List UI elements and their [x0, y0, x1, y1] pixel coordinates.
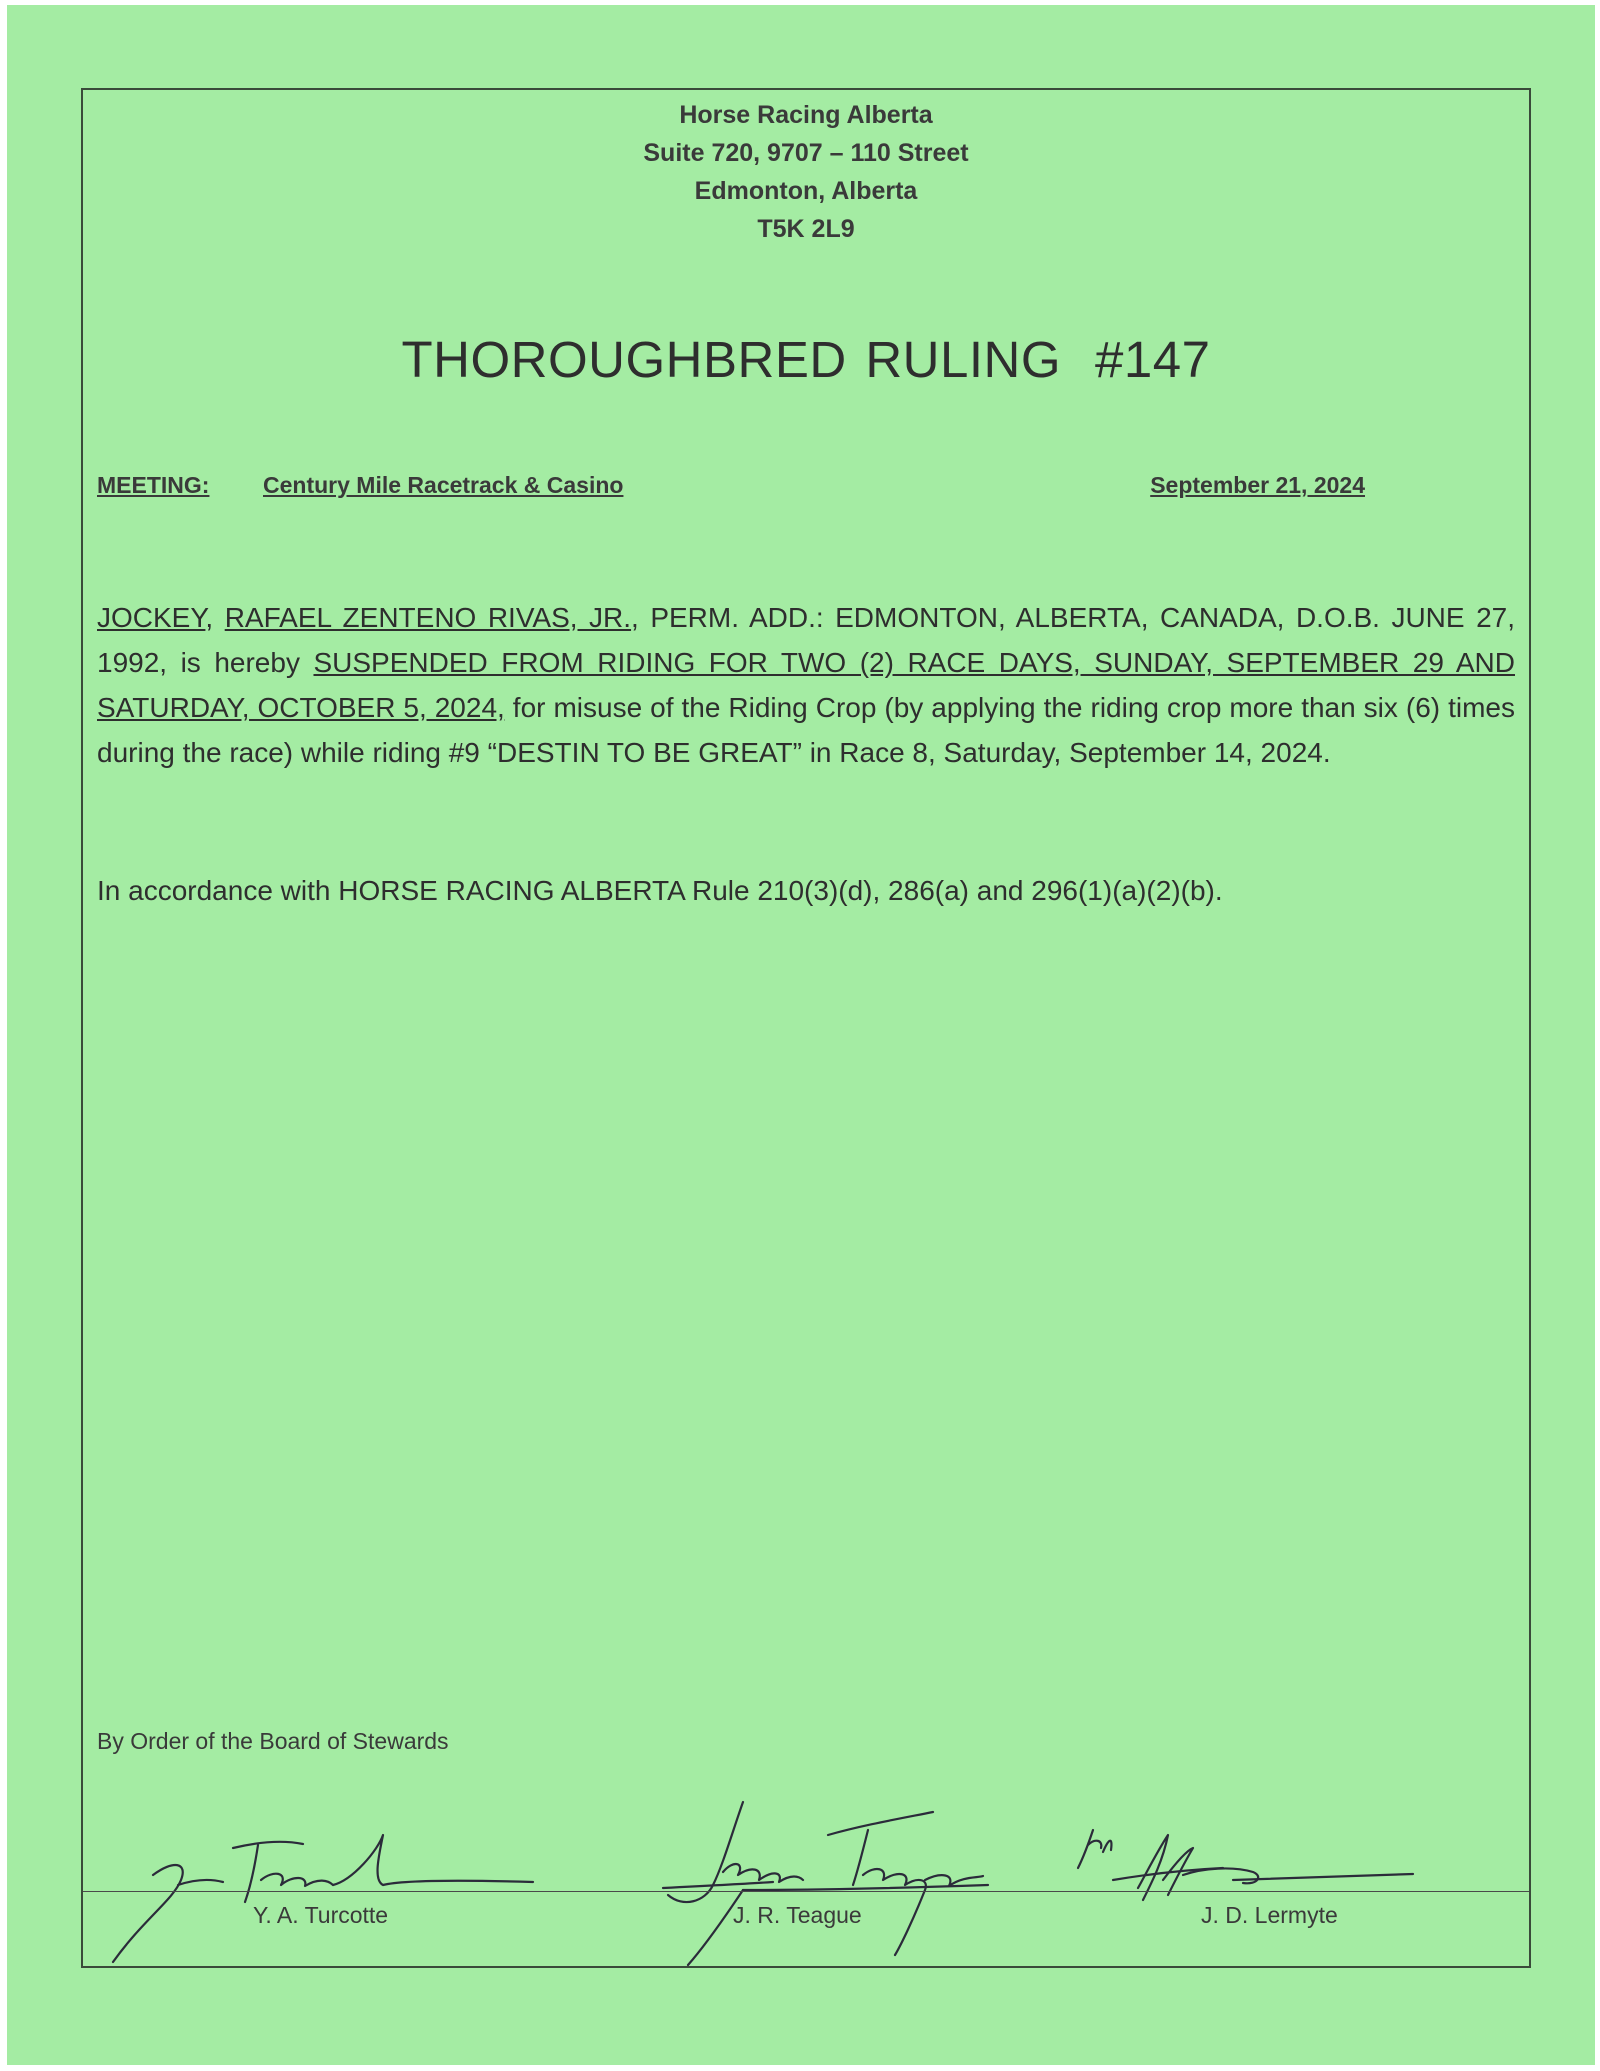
signature-lermyte: [1078, 1830, 1413, 1900]
steward-name-3: J. D. Lermyte: [1201, 1902, 1338, 1928]
rule-reference: In accordance with HORSE RACING ALBERTA Rule 210(3)(d), 286(a) and 296(1)(a)(2)(b).: [97, 875, 1223, 906]
steward-name-2: J. R. Teague: [733, 1902, 862, 1928]
ruling-title: [83, 330, 1529, 389]
signature-teague: [663, 1802, 988, 1965]
ruling-title-text: THOROUGHBRED RULING: [401, 331, 1062, 388]
address-line-1: Suite 720, 9707 – 110 Street: [643, 139, 969, 167]
ruling-number: #147: [1095, 331, 1211, 388]
jockey-name: RAFAEL ZENTENO RIVAS, JR.: [224, 602, 632, 633]
postal-code: T5K 2L9: [757, 215, 855, 243]
address-line-2: Edmonton, Alberta: [694, 177, 918, 205]
jockey-details: , PERM. ADD.: EDMONTON, ALBERTA, CANADA, D.O.B. JUNE 27, 1992, is hereby: [97, 602, 1515, 678]
document-border: [81, 88, 1531, 1968]
role-text: JOCKEY: [97, 602, 206, 633]
letterhead: [83, 96, 1529, 248]
signature-line: [83, 1891, 1529, 1892]
meeting-venue: Century Mile Racetrack & Casino: [263, 472, 624, 498]
meeting-label: MEETING:: [97, 472, 210, 498]
violation-details: for misuse of the Riding Crop (by applying the riding crop more than six (6) times during the race) while riding #9 “DESTIN TO BE GREAT” in Race 8, Saturday, September 14, 2024.: [97, 692, 1515, 768]
ruling-paragraph: [97, 595, 1515, 775]
by-order-text: By Order of the Board of Stewards: [97, 1728, 449, 1754]
steward-name-1: Y. A. Turcotte: [253, 1902, 389, 1928]
org-name: Horse Racing Alberta: [679, 101, 933, 129]
ruling-sheet: [7, 5, 1595, 2065]
meeting-date: September 21, 2024: [1150, 472, 1365, 498]
role-separator: ,: [205, 602, 225, 633]
suspension-text: SUSPENDED FROM RIDING FOR TWO (2) RACE DAYS, SUNDAY, SEPTEMBER 29 AND SATURDAY, OCTOBER 5, 2024,: [97, 647, 1515, 723]
signature-turcotte: [113, 1835, 533, 1962]
